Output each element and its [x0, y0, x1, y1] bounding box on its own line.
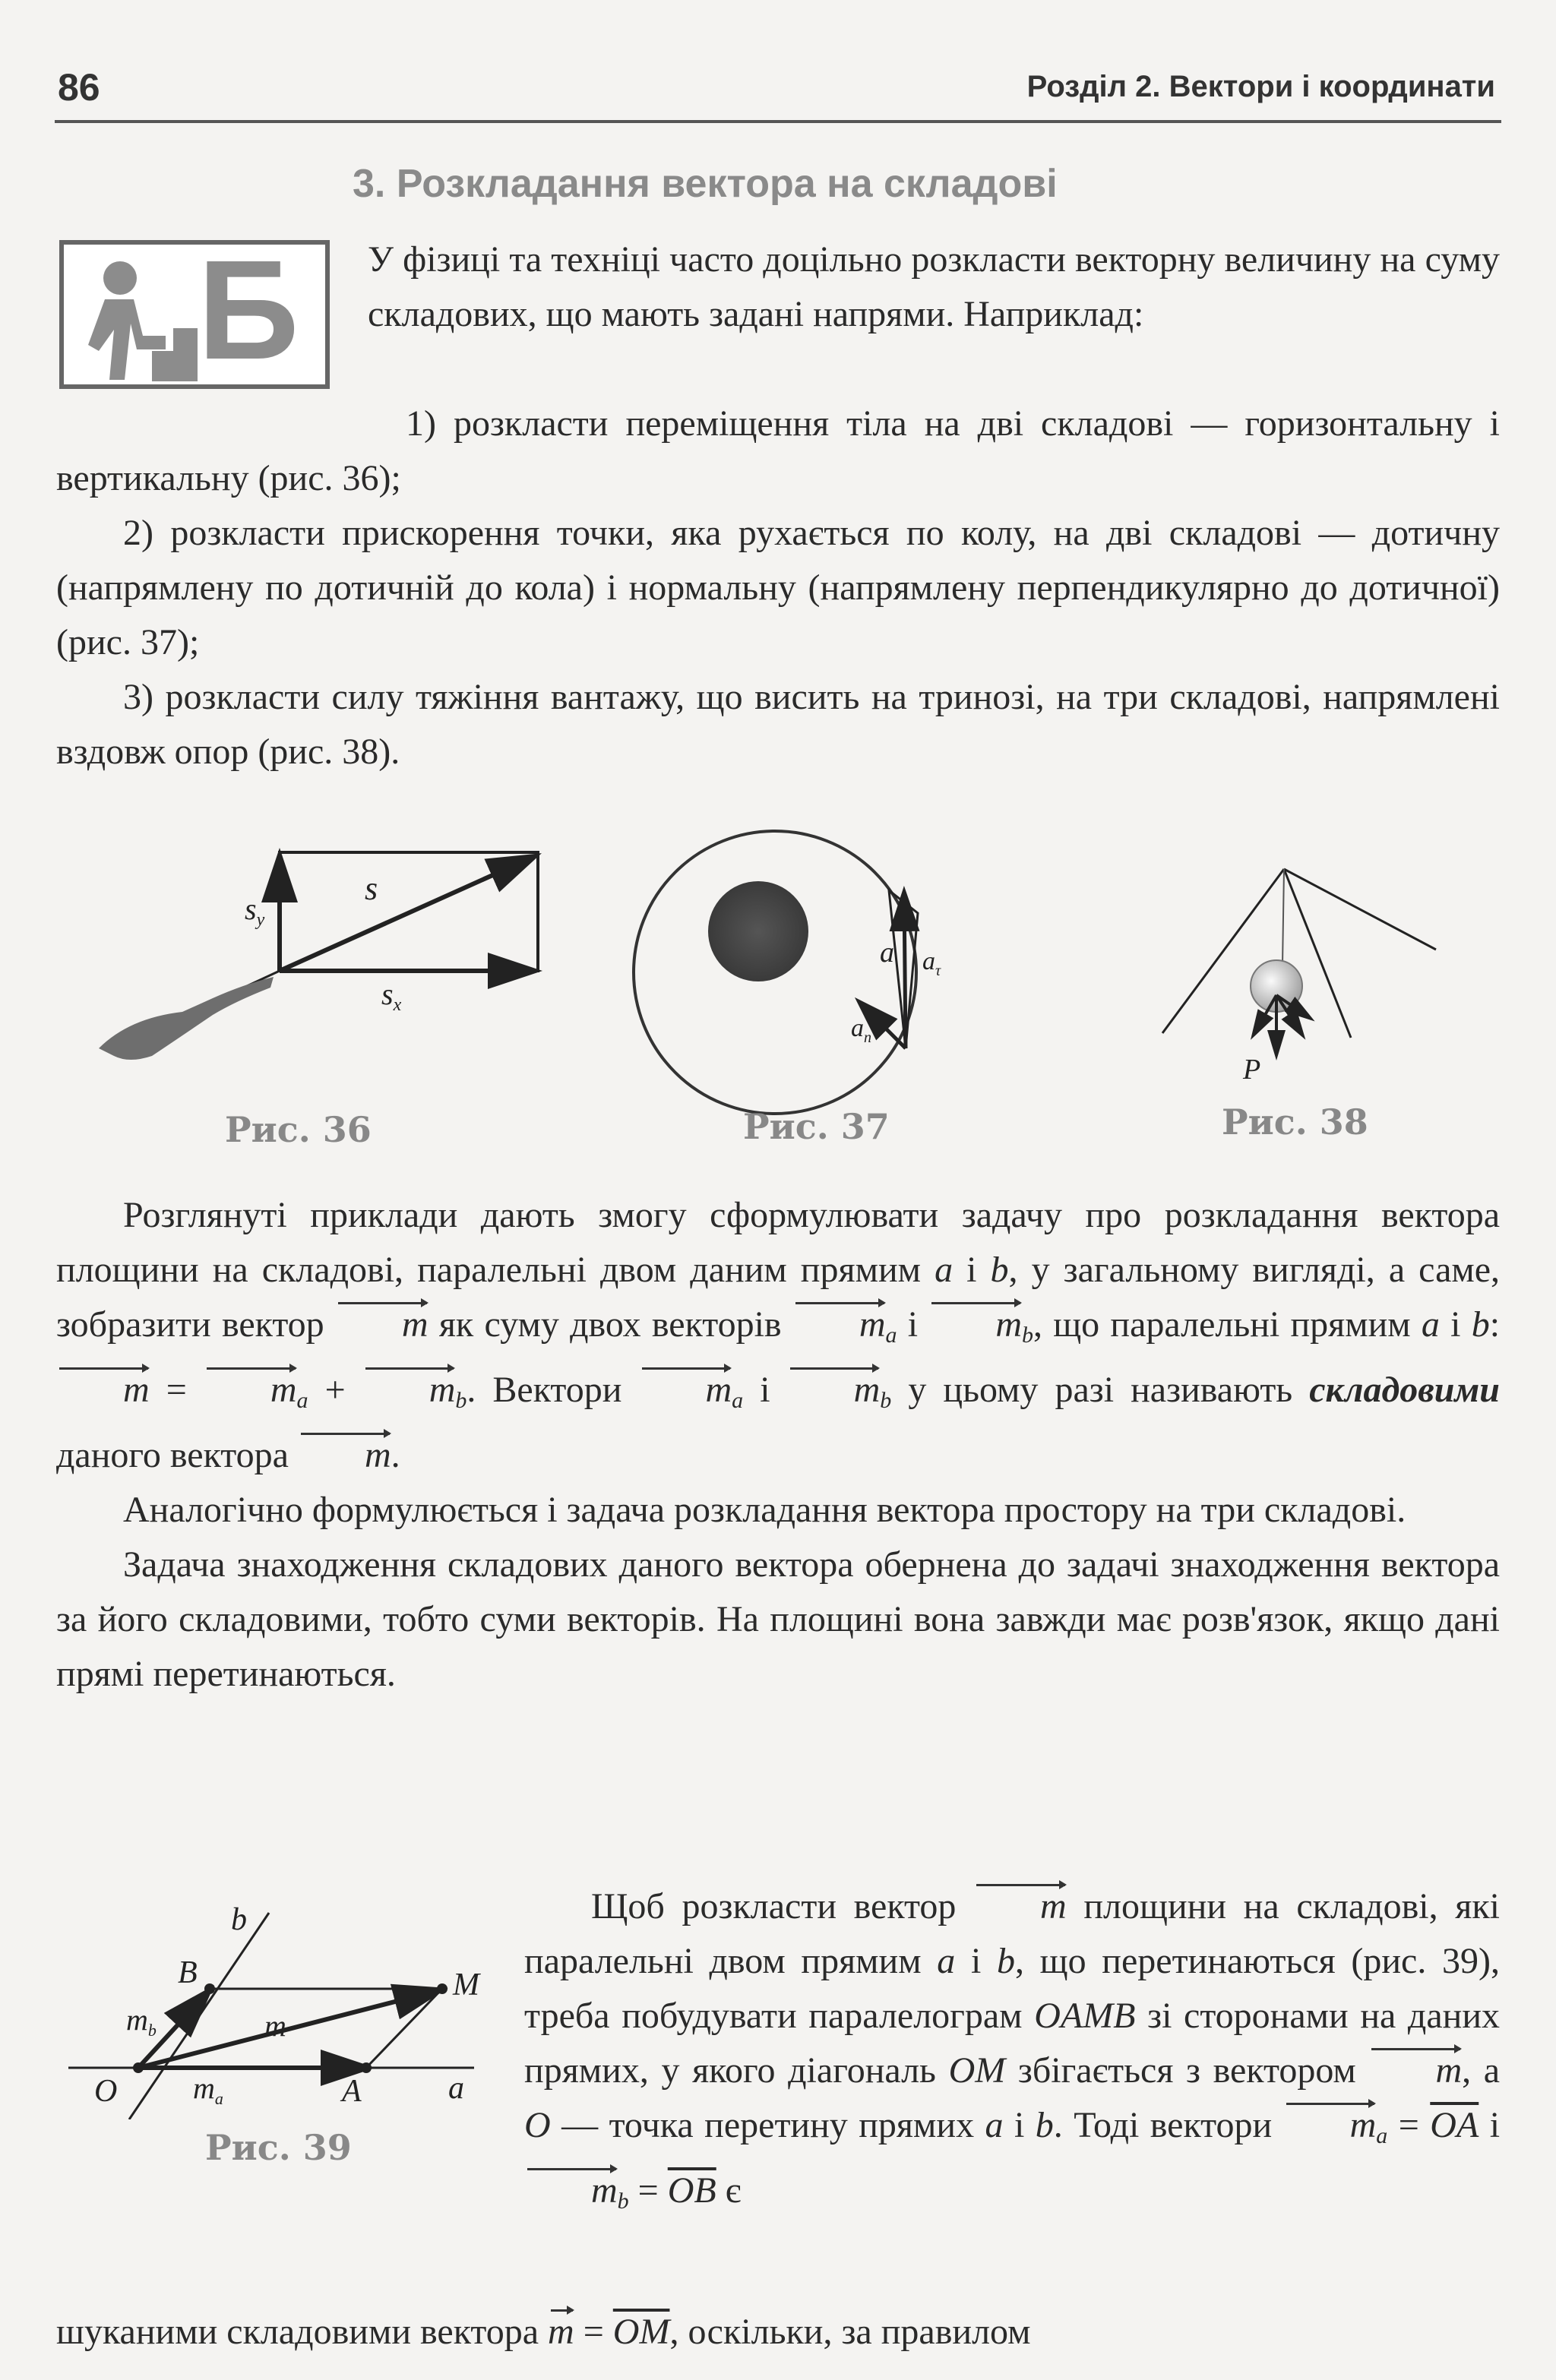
caption-fig-38: Рис. 38	[1222, 1102, 1368, 1143]
label-a-tau: $a_\tau$	[922, 947, 941, 979]
list-item-2: 2) розкласти прискорення точки, яка рухається по колу, на дві складові — дотичну (напрямлену по дотичній до кола) і нормальну (напрямлену перпендикулярно до дотичної) (рис. 37);	[56, 513, 1500, 662]
figure-36	[84, 836, 577, 1086]
figure-38	[1155, 858, 1444, 1102]
label-mb: $m_b$	[126, 2002, 157, 2040]
label-a-n: $a_n$	[851, 1014, 871, 1046]
label-s: s	[365, 870, 378, 907]
page-number: 86	[58, 66, 100, 109]
fish-shape	[99, 977, 274, 1060]
paragraph-analogy: Аналогічно формулюється і задача розкладання вектора простору на три складові.	[123, 1490, 1406, 1530]
header-divider	[55, 120, 1501, 123]
label-m: m	[264, 2009, 286, 2043]
planet	[708, 881, 808, 981]
figure-39	[64, 1899, 489, 2119]
caption-fig-37: Рис. 37	[743, 1106, 890, 1147]
badge-letter: Б	[198, 232, 299, 389]
level-badge	[59, 232, 330, 389]
vector-s	[280, 857, 533, 971]
list-item-3: 3) розкласти силу тяжіння вантажу, що висить на тринозі, на три складові, напрямлені вздовж опор (рис. 38).	[56, 677, 1500, 772]
label-M: M	[453, 1968, 479, 2002]
caption-fig-36: Рис. 36	[225, 1109, 372, 1150]
paragraph-formulation: Розглянуті приклади дають змогу сформулювати задачу про розкладання вектора площини на складові, паралельні двом даним прямим a і b, у загальному вигляді, а саме, зобразити вектор m як суму двох векторів $m_a$ і $m_b$, що паралельні прямим a і b: $m = m_a + m_b$. Вектори $m_a$ і $m_b$ у цьому разі називають складовими даного вектора m. Аналогічно формулюється і задача розкладання вектора простору на три складові. Задача знаходження складових даного вектора обернена до задачі знаходження вектора за його складовими, тобто суми векторів. На площині вона завжди має розв'язок, якщо дані прямі перетинаються.	[56, 1188, 1500, 1702]
intro-text: У фізиці та техніці часто доцільно розкласти векторну величину на суму складових, що мають задані напрями. Наприклад:	[368, 239, 1500, 334]
vector-m-diag	[138, 1990, 439, 2068]
intro-list	[56, 397, 1500, 779]
caption-fig-39: Рис. 39	[205, 2127, 352, 2168]
label-sy: $s_y$	[245, 892, 265, 930]
intro-paragraph	[368, 232, 1500, 342]
label-a: a	[880, 937, 894, 969]
label-ma: $m_a$	[193, 2071, 223, 2108]
label-p: P	[1243, 1054, 1261, 1086]
label-O: O	[94, 2074, 118, 2109]
section-title: 3. Розкладання вектора на складові	[353, 162, 1058, 206]
label-b: b	[231, 1902, 247, 1937]
label-A: A	[342, 2074, 362, 2109]
paragraph-construction: Щоб розкласти вектор m площини на складові, які паралельні двом прямим a і b, що перетинаються (рис. 39), треба побудувати паралелограм OAMB зі сторонами на даних прямих, у якого діагональ OM збігається з вектором m, а O — точка перетину прямих a і b. Тоді вектори $m_a = \overline{OA}$ і $m_b = \overline{OB}$ є	[524, 1879, 1500, 2229]
term-components: складовими	[1309, 1370, 1500, 1410]
climber-icon	[67, 245, 204, 386]
vector-m: m	[335, 1297, 429, 1352]
label-sx: $s_x$	[381, 977, 402, 1015]
list-item-1: 1) розкласти переміщення тіла на дві складові — горизонтальну і вертикальну (рис. 36);	[56, 403, 1500, 498]
label-B: B	[178, 1955, 198, 1990]
chapter-title: Розділ 2. Вектори і координати	[1026, 70, 1495, 103]
figure-37	[623, 820, 942, 1124]
paragraph-last-line: шуканими складовими вектора $m = \overline{OM}$, оскільки, за правилом	[56, 2305, 1500, 2359]
paragraph-inverse: Задача знаходження складових даного вектора обернена до задачі знаходження вектора за його складовими, тобто суми векторів. На площині вона завжди має розв'язок, якщо дані прямі перетинаються.	[56, 1544, 1500, 1694]
label-a: a	[448, 2071, 464, 2106]
